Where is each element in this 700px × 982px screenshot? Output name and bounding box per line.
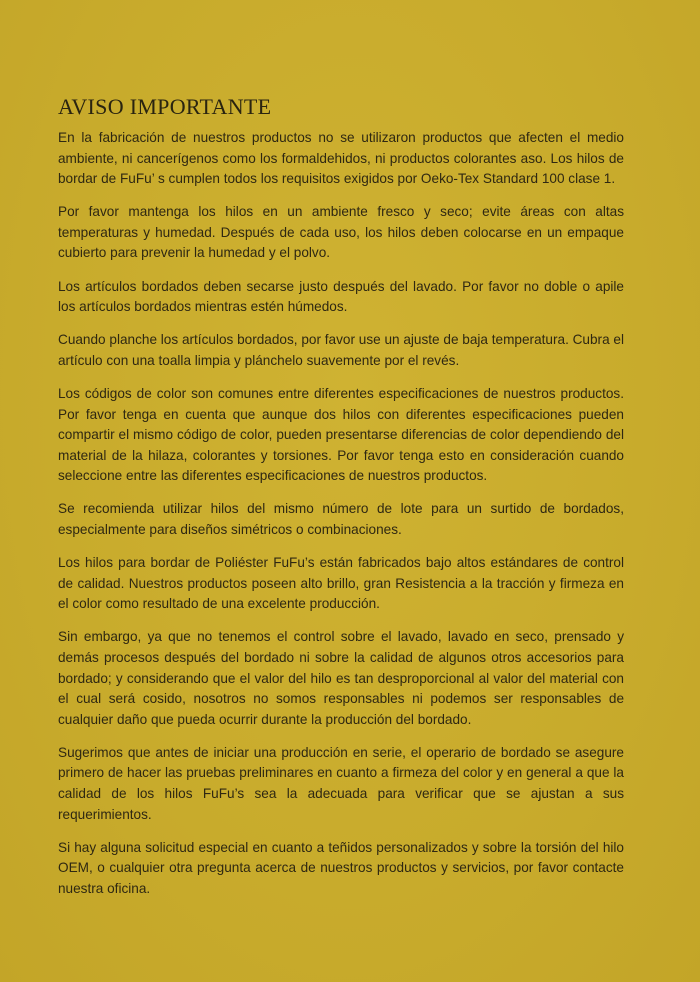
notice-title: AVISO IMPORTANTE xyxy=(58,94,272,119)
notice-page xyxy=(58,93,624,912)
paragraph-quality: Los hilos para bordar de Poliéster FuFu’s están fabricados bajo altos estándares de control de calidad. Nuestros productos poseen alto brillo, gran Resistencia a la tracción y firmeza en el color como resultado de una excelente producción. xyxy=(58,555,624,612)
paragraph-environment: En la fabricación de nuestros productos no se utilizaron productos que afecten el medio ambiente, ni cancerígenos como los formaldehidos, ni productos colorantes aso. Los hilos de bordar de FuFu’ s cumplen todos los requisitos exigidos por Oeko-Tex Standard 100 clase 1. xyxy=(58,130,624,187)
paragraph-lot-number: Se recomienda utilizar hilos del mismo número de lote para un surtido de bordados, especialmente para diseños simétricos o combinaciones. xyxy=(58,501,624,537)
paragraph-ironing: Cuando planche los artículos bordados, por favor use un ajuste de baja temperatura. Cubra el artículo con una toalla limpia y plánchelo suavemente por el revés. xyxy=(58,332,624,368)
paragraph-storage: Por favor mantenga los hilos en un ambiente fresco y seco; evite áreas con altas temperaturas y humedad. Después de cada uso, los hilos deben colocarse en un empaque cubierto para prevenir la humedad y el polvo. xyxy=(58,204,624,261)
paragraph-liability: Sin embargo, ya que no tenemos el control sobre el lavado, lavado en seco, prensado y demás procesos después del bordado ni sobre la calidad de algunos otros accesorios para bordado; y considerando que el valor del hilo es tan desproporcional al valor del material con el cual será cosido, nosotros no somos responsables ni podemos ser responsables de cualquier daño que pueda ocurrir durante la producción del bordado. xyxy=(58,629,624,727)
paragraph-drying: Los artículos bordados deben secarse justo después del lavado. Por favor no doble o apile los artículos bordados mientras estén húmedos. xyxy=(58,278,624,315)
paragraph-testing: Sugerimos que antes de iniciar una producción en serie, el operario de bordado se asegure primero de hacer las pruebas preliminares en cuanto a firmeza del color y en general a que la calidad de los hilos FuFu’s sea la adecuada para verificar que se ajustan a sus requerimientos. xyxy=(58,744,624,822)
paragraph-color-codes: Los códigos de color son comunes entre diferentes especificaciones de nuestros productos. Por favor tenga en cuenta que aunque dos hilos con diferentes especificaciones pueden compartir el mismo código de color, pueden presentarse diferencias de color dependiendo del material de la hilaza, colorantes y torsiones. Por favor tenga esto en consideración cuando seleccione entre las diferentes especificaciones de nuestros productos. xyxy=(58,385,624,484)
paragraph-contact: Si hay alguna solicitud especial en cuanto a teñidos personalizados y sobre la torsión del hilo OEM, o cualquier otra pregunta acerca de nuestros productos y servicios, por favor contacte nuestra oficina. xyxy=(58,839,624,896)
